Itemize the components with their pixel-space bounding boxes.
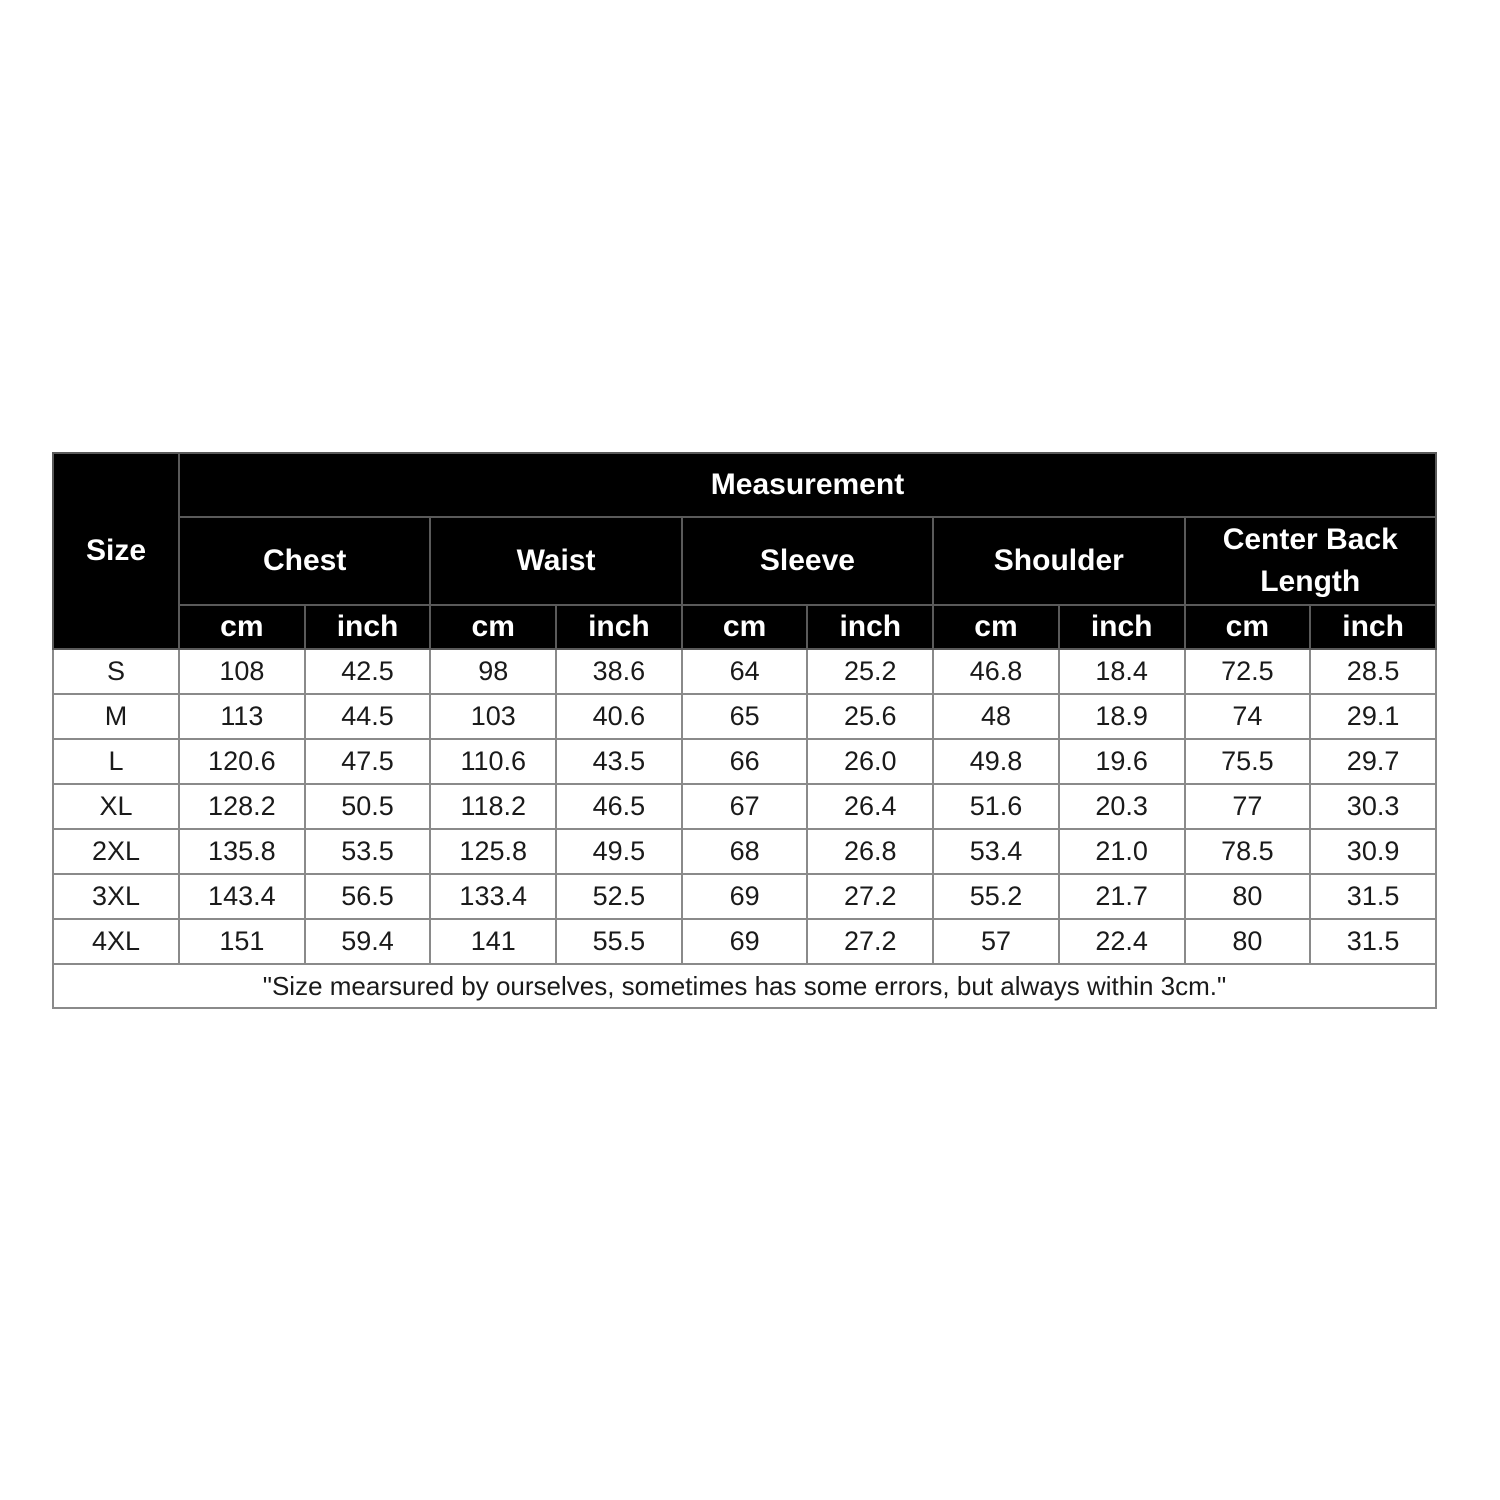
unit-inch-header: inch	[807, 605, 933, 649]
value-cell: 80	[1185, 919, 1311, 964]
value-cell: 78.5	[1185, 829, 1311, 874]
table-header	[53, 453, 1436, 649]
unit-inch-header: inch	[305, 605, 431, 649]
value-cell: 18.9	[1059, 694, 1185, 739]
value-cell: 28.5	[1310, 649, 1436, 694]
value-cell: 46.5	[556, 784, 682, 829]
value-cell: 110.6	[430, 739, 556, 784]
value-cell: 69	[682, 874, 808, 919]
value-cell: 103	[430, 694, 556, 739]
value-cell: 26.0	[807, 739, 933, 784]
size-cell: M	[53, 694, 179, 739]
table-row	[53, 919, 1436, 964]
group-header	[430, 517, 681, 605]
value-cell: 46.8	[933, 649, 1059, 694]
unit-cm-header: cm	[682, 605, 808, 649]
value-cell: 25.6	[807, 694, 933, 739]
value-cell: 55.5	[556, 919, 682, 964]
table-row	[53, 829, 1436, 874]
value-cell: 30.9	[1310, 829, 1436, 874]
value-cell: 51.6	[933, 784, 1059, 829]
value-cell: 49.8	[933, 739, 1059, 784]
value-cell: 42.5	[305, 649, 431, 694]
value-cell: 128.2	[179, 784, 305, 829]
value-cell: 77	[1185, 784, 1311, 829]
value-cell: 18.4	[1059, 649, 1185, 694]
value-cell: 31.5	[1310, 919, 1436, 964]
unit-cm-header: cm	[1185, 605, 1311, 649]
value-cell: 133.4	[430, 874, 556, 919]
table-row	[53, 874, 1436, 919]
value-cell: 50.5	[305, 784, 431, 829]
value-cell: 72.5	[1185, 649, 1311, 694]
value-cell: 29.1	[1310, 694, 1436, 739]
table-row	[53, 694, 1436, 739]
value-cell: 52.5	[556, 874, 682, 919]
value-cell: 53.5	[305, 829, 431, 874]
size-cell: S	[53, 649, 179, 694]
table-body	[53, 649, 1436, 1008]
group-header	[682, 517, 933, 605]
unit-cm-header: cm	[179, 605, 305, 649]
size-cell: L	[53, 739, 179, 784]
value-cell: 143.4	[179, 874, 305, 919]
unit-row	[53, 605, 1436, 649]
value-cell: 43.5	[556, 739, 682, 784]
size-column-header: Size	[53, 453, 179, 649]
value-cell: 65	[682, 694, 808, 739]
table-row	[53, 649, 1436, 694]
value-cell: 57	[933, 919, 1059, 964]
value-cell: 151	[179, 919, 305, 964]
unit-cm-header: cm	[430, 605, 556, 649]
value-cell: 69	[682, 919, 808, 964]
value-cell: 53.4	[933, 829, 1059, 874]
value-cell: 67	[682, 784, 808, 829]
group-header	[179, 517, 430, 605]
size-chart-table	[52, 452, 1437, 1009]
group-header-line: Chest	[263, 544, 347, 577]
value-cell: 125.8	[430, 829, 556, 874]
value-cell: 120.6	[179, 739, 305, 784]
value-cell: 48	[933, 694, 1059, 739]
unit-cm-header: cm	[933, 605, 1059, 649]
value-cell: 44.5	[305, 694, 431, 739]
value-cell: 40.6	[556, 694, 682, 739]
value-cell: 49.5	[556, 829, 682, 874]
table-row	[53, 739, 1436, 784]
value-cell: 25.2	[807, 649, 933, 694]
group-header-line: Length	[1260, 565, 1361, 598]
value-cell: 118.2	[430, 784, 556, 829]
value-cell: 21.7	[1059, 874, 1185, 919]
value-cell: 38.6	[556, 649, 682, 694]
value-cell: 20.3	[1059, 784, 1185, 829]
group-header-line: Center Back	[1222, 523, 1398, 556]
value-cell: 75.5	[1185, 739, 1311, 784]
value-cell: 47.5	[305, 739, 431, 784]
value-cell: 55.2	[933, 874, 1059, 919]
unit-inch-header: inch	[1059, 605, 1185, 649]
group-header-line: Shoulder	[993, 544, 1124, 577]
value-cell: 74	[1185, 694, 1311, 739]
value-cell: 30.3	[1310, 784, 1436, 829]
value-cell: 64	[682, 649, 808, 694]
value-cell: 26.4	[807, 784, 933, 829]
value-cell: 135.8	[179, 829, 305, 874]
value-cell: 68	[682, 829, 808, 874]
value-cell: 80	[1185, 874, 1311, 919]
table-row	[53, 784, 1436, 829]
size-cell: XL	[53, 784, 179, 829]
unit-inch-header: inch	[1310, 605, 1436, 649]
value-cell: 19.6	[1059, 739, 1185, 784]
size-cell: 2XL	[53, 829, 179, 874]
value-cell: 59.4	[305, 919, 431, 964]
value-cell: 27.2	[807, 919, 933, 964]
value-cell: 98	[430, 649, 556, 694]
value-cell: 66	[682, 739, 808, 784]
value-cell: 141	[430, 919, 556, 964]
unit-inch-header: inch	[556, 605, 682, 649]
size-cell: 4XL	[53, 919, 179, 964]
group-header-line: Sleeve	[759, 544, 855, 577]
value-cell: 108	[179, 649, 305, 694]
group-header	[933, 517, 1184, 605]
group-header-line: Waist	[516, 544, 596, 577]
group-header	[1185, 517, 1436, 605]
value-cell: 56.5	[305, 874, 431, 919]
value-cell: 26.8	[807, 829, 933, 874]
value-cell: 27.2	[807, 874, 933, 919]
value-cell: 21.0	[1059, 829, 1185, 874]
value-cell: 113	[179, 694, 305, 739]
measurement-note: "Size mearsured by ourselves, sometimes has some errors, but always within 3cm."	[53, 964, 1436, 1008]
measurement-group-row	[53, 517, 1436, 605]
value-cell: 31.5	[1310, 874, 1436, 919]
value-cell: 29.7	[1310, 739, 1436, 784]
value-cell: 22.4	[1059, 919, 1185, 964]
note-row	[53, 964, 1436, 1008]
measurement-header: Measurement	[179, 453, 1436, 517]
size-cell: 3XL	[53, 874, 179, 919]
